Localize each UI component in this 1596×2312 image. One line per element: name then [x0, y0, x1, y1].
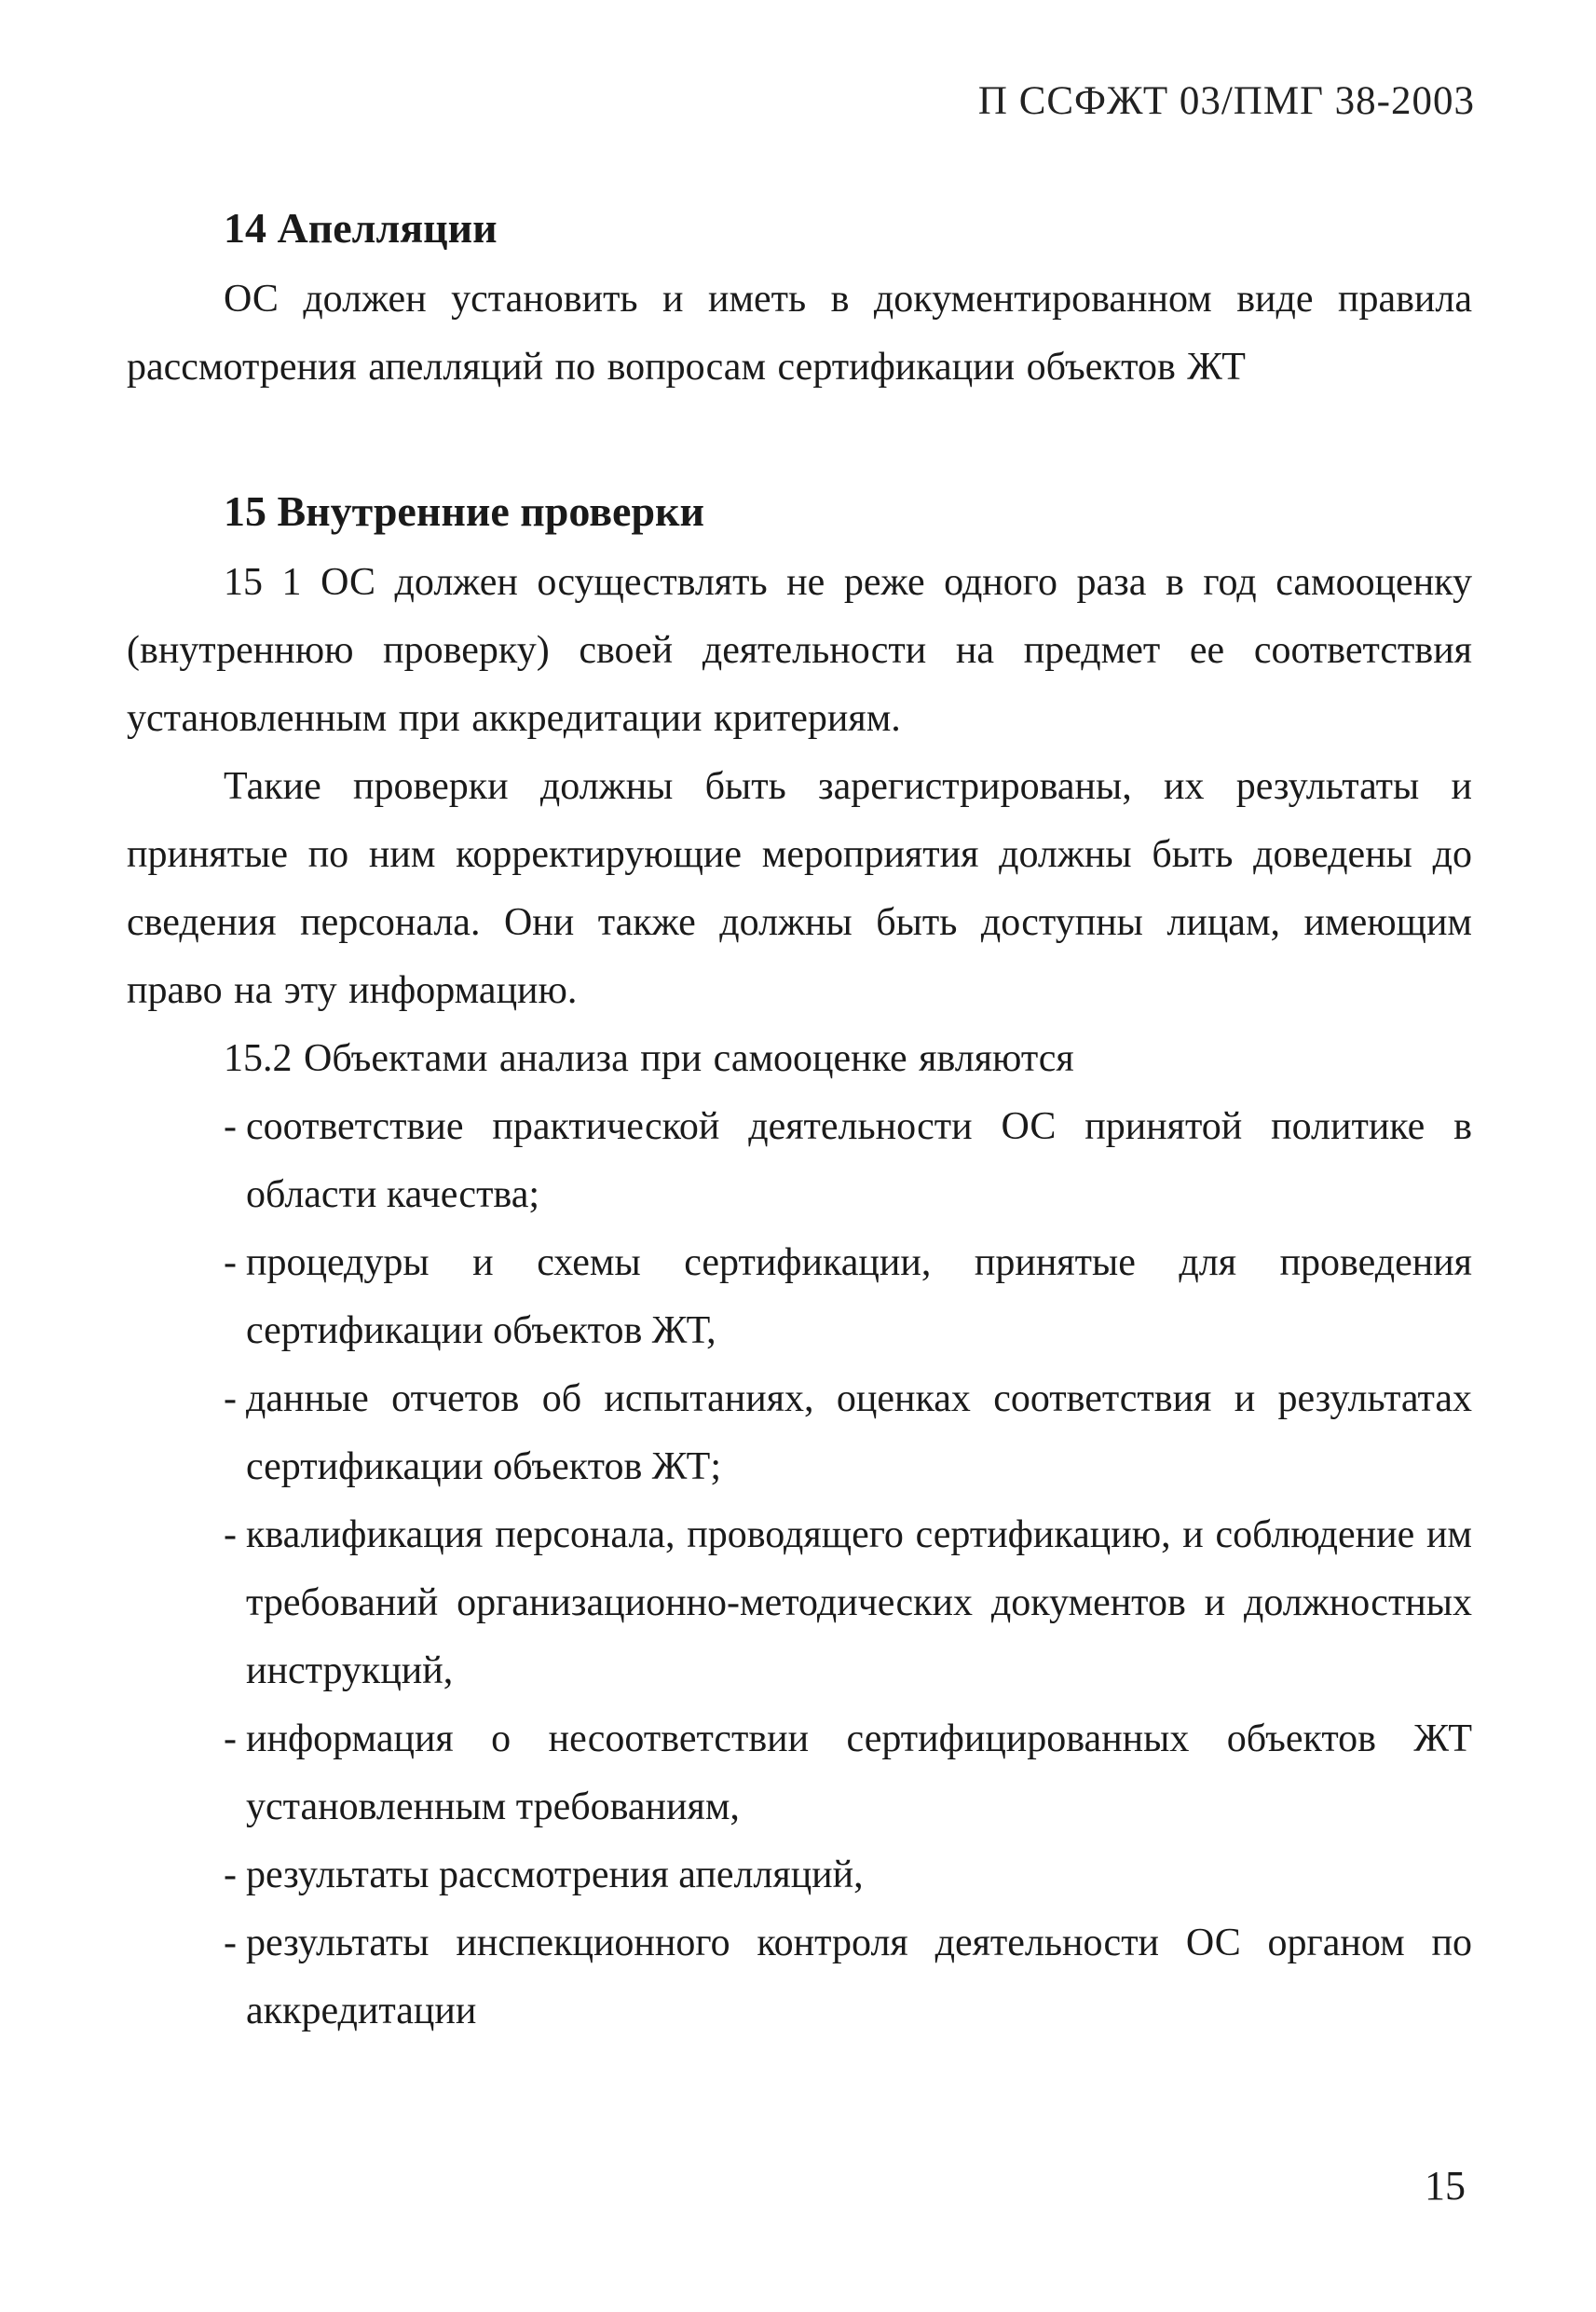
- list-dash: -: [224, 1717, 237, 1760]
- list-item-text: информация о несоответствии сертифицированных объектов ЖТ установленным требованиям,: [246, 1717, 1472, 1828]
- page-content: [127, 191, 1472, 2045]
- list-item-text: результаты рассмотрения апелляций,: [246, 1854, 864, 1896]
- list-dash: -: [224, 1922, 237, 1964]
- section-14-heading: 14 Апелляции: [224, 204, 498, 252]
- list-dash: -: [224, 1513, 237, 1556]
- section-15-heading: 15 Внутренние проверки: [224, 487, 705, 535]
- list-item: [127, 1705, 1472, 1841]
- list-dash: -: [224, 1105, 237, 1148]
- section-15-paragraph-3: 15.2 Объектами анализа при самооценке являются: [224, 1037, 1074, 1080]
- list-item-text: результаты инспекционного контроля деятельности ОС органом по аккредитации: [246, 1922, 1472, 2032]
- list-item: [127, 1841, 1472, 1909]
- list-item-text: квалификация персонала, проводящего сертификацию, и соблюдение им требований организационно-методических документов и должностных инструкций,: [246, 1513, 1472, 1692]
- list-item: [127, 1909, 1472, 2045]
- document-code: П ССФЖТ 03/ПМГ 38-2003: [977, 79, 1475, 123]
- list-dash: -: [224, 1854, 237, 1896]
- section-15-paragraph-2: Такие проверки должны быть зарегистрированы, их результаты и принятые по ним корректирующие мероприятия должны быть доведены до сведения персонала. Они также должны быть доступны лицам, имеющим право на эту информацию.: [127, 765, 1472, 1012]
- list-item-text: соответствие практической деятельности ОС принятой политике в области качества;: [246, 1105, 1472, 1216]
- list-item: [127, 1229, 1472, 1365]
- list-item: [127, 1093, 1472, 1229]
- section-15-paragraph-1: 15 1 ОС должен осуществлять не реже одного раза в год самооценку (внутреннюю проверку) своей деятельности на предмет ее соответствия установленным при аккредитации критериям.: [127, 561, 1472, 740]
- list-item-text: процедуры и схемы сертификации, принятые для проведения сертификации объектов ЖТ,: [246, 1241, 1472, 1352]
- list-dash: -: [224, 1377, 237, 1420]
- analysis-objects-list: [127, 1093, 1472, 2045]
- list-item: [127, 1501, 1472, 1705]
- page-number: 15: [1425, 2163, 1466, 2209]
- list-dash: -: [224, 1241, 237, 1284]
- list-item-text: данные отчетов об испытаниях, оценках соответствия и результатах сертификации объектов ЖТ;: [246, 1377, 1472, 1488]
- list-item: [127, 1365, 1472, 1501]
- section-14-paragraph: ОС должен установить и иметь в документированном виде правила рассмотрения апелляций по вопросам сертификации объектов ЖТ: [127, 278, 1472, 389]
